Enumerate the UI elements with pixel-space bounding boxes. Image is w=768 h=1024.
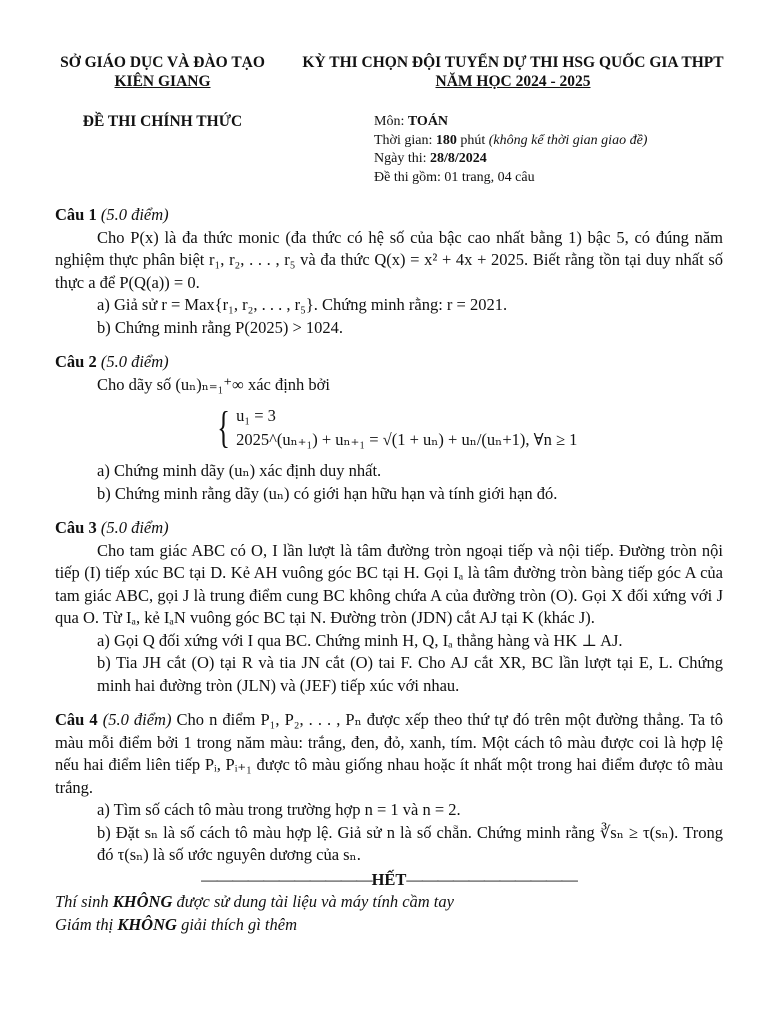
- footer2-bold: KHÔNG: [117, 914, 177, 934]
- time-unit: phút: [456, 132, 489, 148]
- time-line: [374, 132, 647, 151]
- question-3: [55, 517, 723, 697]
- footer-note-1: [55, 891, 723, 914]
- exam-header: [288, 53, 738, 91]
- q2-part-b: b) Chứng minh rằng dãy (uₙ) có giới hạn hữu hạn và tính giới hạn đó.: [97, 483, 558, 503]
- q2-title: Câu 2: [55, 352, 97, 371]
- q1-part-b: b) Chứng minh rằng P(2025) > 1024.: [97, 317, 344, 337]
- exam-body: [55, 204, 723, 936]
- org-line2: KIÊN GIANG: [114, 73, 211, 90]
- q4-title: Câu 4: [55, 710, 98, 729]
- q1-text: Cho P(x) là đa thức monic (đa thức có hệ số của bậc cao nhất bằng 1) bậc 5, có đúng năm nghiệm thực phân biệt r₁, r₂, . . . , r₅ và đa thức Q(x) = x² + 4x + 2025. Biết rằng tồn tại duy nhất số thực a để P(Q(a)) = 0.: [55, 227, 723, 292]
- subject-line: [374, 113, 647, 132]
- q3-points: (5.0 điểm): [100, 518, 169, 537]
- q1-title: Câu 1: [55, 205, 97, 224]
- exam-line2: NĂM HỌC 2024 - 2025: [435, 73, 591, 90]
- q4-text: Cho n điểm P₁, P₂, . . . , Pₙ được xếp theo thứ tự đó trên một đường thẳng. Ta tô màu mỗi điểm bởi 1 trong năm màu: trắng, đen, đỏ, xanh, tím. Một cách tô màu được coi là hợp lệ nếu hai điểm liên tiếp Pᵢ, Pᵢ₊₁ được tô màu giống nhau hoặc ít nhất một trong hai điểm được tô màu trắng.: [55, 710, 723, 797]
- q1-part-a: a) Giả sử r = Max{r₁, r₂, . . . , r₅}. Chứng minh rằng: r = 2021.: [97, 295, 508, 314]
- q3-part-b: b) Tia JH cắt (O) tại R và tia JN cắt (O) tai F. Cho AJ cắt XR, BC lần lượt tại E, L. Chứng minh hai đường tròn (JLN) và (JEF) tiếp xúc với nhau.: [97, 653, 723, 695]
- footer2-pre: Giám thị: [55, 914, 118, 934]
- question-1: [55, 204, 723, 339]
- end-text: HẾT: [371, 869, 407, 889]
- q1-points: (5.0 điểm): [100, 205, 169, 224]
- date-line: [374, 150, 647, 169]
- subject-label: Môn:: [374, 114, 408, 129]
- q2-points: (5.0 điểm): [100, 352, 169, 371]
- date-value: 28/8/2024: [430, 151, 487, 166]
- end-marker: ———————————HẾT———————————: [201, 869, 577, 889]
- q3-title: Câu 3: [55, 518, 97, 537]
- q2-system: [213, 404, 723, 452]
- footer2-post: giải thích gì thêm: [176, 914, 298, 934]
- q2-system-line2: 2025^(uₙ₊₁) + uₙ₊₁ = √(1 + uₙ) + uₙ/(uₙ+1), ∀n ≥ 1: [236, 430, 578, 449]
- brace-icon: {: [217, 403, 230, 452]
- q2-part-a: a) Chứng minh dãy (uₙ) xác định duy nhất.: [97, 461, 382, 480]
- q4-part-b: b) Đặt sₙ là số cách tô màu hợp lệ. Giả sử n là số chẵn. Chứng minh rằng ∛sₙ ≥ τ(sₙ). Trong đó τ(sₙ) là số ước nguyên dương của sₙ.: [97, 822, 723, 864]
- q3-text: Cho tam giác ABC có O, I lần lượt là tâm đường tròn ngoại tiếp và nội tiếp. Đường tròn nội tiếp (I) tiếp xúc BC tại D. Kẻ AH vuông góc BC tại H. Gọi Iₐ là tâm đường tròn bàng tiếp góc A của tam giác ABC, gọi J là trung điểm cung BC không chứa A của đường tròn (O). Gọi X đối xứng với J qua O. Từ Iₐ, kẻ IₐN vuông góc BC tại N. Đường tròn (JDN) cắt AJ tại K (khác J).: [55, 540, 723, 627]
- footer-note-2: [55, 914, 723, 937]
- subject-value: TOÁN: [407, 114, 449, 129]
- time-value: 180: [435, 132, 457, 148]
- q3-part-a: a) Gọi Q đối xứng với I qua BC. Chứng minh H, Q, Iₐ thẳng hàng và HK ⊥ AJ.: [97, 630, 623, 650]
- pages-line: Đề thi gồm: 01 trang, 04 câu: [374, 169, 535, 185]
- time-label: Thời gian:: [374, 132, 436, 148]
- official-label: ĐỀ THI CHÍNH THỨC: [82, 113, 243, 130]
- footer1-pre: Thí sinh: [55, 892, 113, 911]
- q2-system-line1: u₁ = 3: [236, 406, 276, 425]
- time-note: (không kể thời gian giao đề): [488, 132, 648, 148]
- exam-meta: [374, 113, 647, 187]
- q4-points: (5.0 điểm): [102, 710, 172, 729]
- footer1-bold: KHÔNG: [112, 892, 173, 911]
- question-4: [55, 709, 723, 867]
- question-2: [55, 351, 723, 505]
- date-label: Ngày thi:: [374, 151, 430, 166]
- q4-part-a: a) Tìm số cách tô màu trong trường hợp n = 1 và n = 2.: [97, 800, 461, 819]
- footer1-post: được sử dung tài liệu và máy tính cầm tay: [172, 892, 454, 911]
- org-line1: SỞ GIÁO DỤC VÀ ĐÀO TẠO: [60, 54, 265, 71]
- q2-text: Cho dãy số (uₙ)ₙ₌₁⁺∞ xác định bởi: [97, 374, 330, 394]
- exam-line1: KỲ THI CHỌN ĐỘI TUYỂN DỰ THI HSG QUỐC GIA THPT: [302, 54, 724, 71]
- org-header: [55, 53, 270, 91]
